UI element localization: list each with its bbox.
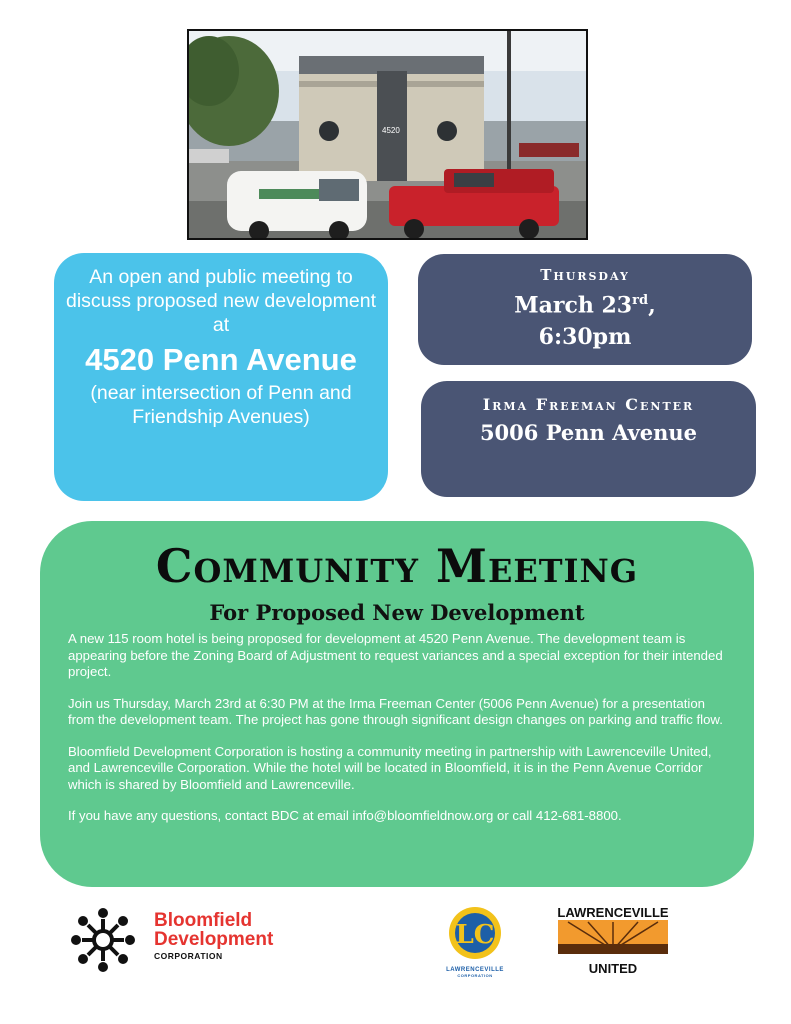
site-address: 4520 Penn Avenue (85, 342, 357, 377)
bdc-logo (68, 905, 308, 975)
bdc-logo-line2: Development (154, 929, 274, 950)
subheadline: For Proposed New Development (209, 600, 585, 625)
lawrenceville-corporation-logo (440, 905, 510, 978)
building-photo (187, 29, 588, 240)
lu-sunrise-icon (558, 920, 668, 954)
bdc-logo-line3: CORPORATION (154, 951, 223, 961)
headline: Community Meeting (155, 539, 639, 593)
date-box (418, 254, 752, 365)
paragraph-contact: If you have any questions, contact BDC at email info@bloomfieldnow.org or call 412-681-8800. (68, 808, 622, 823)
body-text (68, 631, 730, 840)
meeting-date-suffix: rd (632, 293, 649, 308)
paragraph-host: Bloomfield Development Corporation is hosting a community meeting in partnership with Lawrenceville United, and Lawrenceville Corporation. While the hotel will be located in Bloomfield, it is in the Penn Avenue Corridor which is shared by Bloomfield and Lawrenceville. (68, 743, 712, 792)
lc-logo-sub: CORPORATION (457, 973, 493, 978)
venue-box (421, 381, 756, 497)
intro-text: An open and public meeting to discuss proposed new development at (65, 266, 377, 336)
paragraph-hotel: A new 115 room hotel is being proposed for development at 4520 Penn Avenue. The development team is appearing before the Zoning Board of Adjustment to request variances and a special exception for their intended project. (68, 631, 723, 679)
bdc-people-icon (68, 905, 138, 975)
intro-box (54, 253, 388, 501)
lc-emblem-icon (447, 905, 503, 961)
building-number-text: 4520 (382, 126, 400, 135)
lawrenceville-united-logo (556, 905, 670, 980)
meeting-date (418, 286, 752, 320)
lu-logo-bottom: UNITED (588, 961, 638, 976)
meeting-date-main: March 23 (514, 292, 633, 319)
meeting-time: 6:30pm (538, 324, 632, 351)
meeting-day: Thursday (540, 266, 630, 284)
meeting-details-box (40, 521, 754, 887)
venue-address: 5006 Penn Avenue (479, 420, 698, 445)
venue-name: Irma Freeman Center (482, 395, 695, 414)
paragraph-join: Join us Thursday, March 23rd at 6:30 PM at the Irma Freeman Center (5006 Penn Avenue) for a presentation from the development team. The project has gone through significant design changes on parking and traffic flow. (68, 695, 723, 727)
lu-logo-top: LAWRENCEVILLE (557, 905, 669, 920)
site-near-note: (near intersection of Penn and Friendship Avenues) (90, 382, 352, 428)
lc-mark-text: LC (455, 920, 495, 950)
meeting-date-comma: , (648, 292, 656, 319)
bdc-logo-line1: Bloomfield (154, 910, 253, 931)
lc-logo-word: LAWRENCEVILLE (446, 967, 504, 973)
